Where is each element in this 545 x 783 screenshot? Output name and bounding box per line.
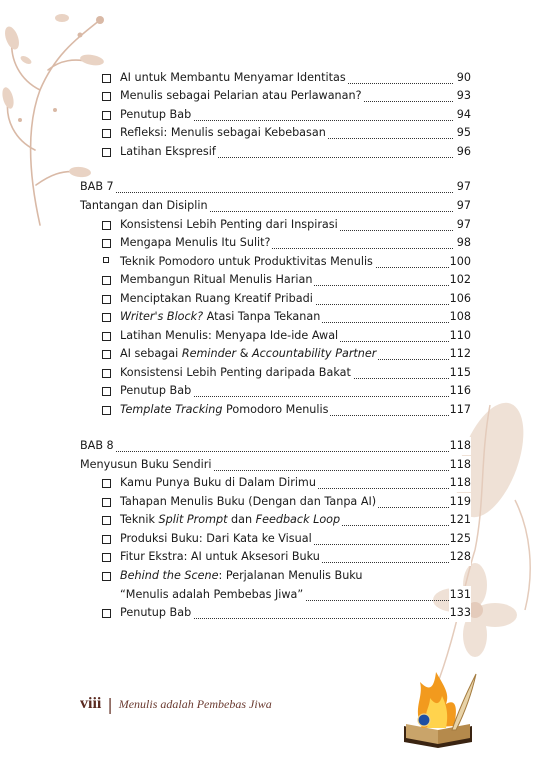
page-number-ref: 97 xyxy=(456,178,471,196)
checkbox-icon xyxy=(102,92,111,101)
title-text: Refleksi: Menulis sebagai Kebebasan xyxy=(120,126,326,139)
page-number-ref: 96 xyxy=(456,143,471,161)
toc-entry-row[interactable] xyxy=(0,586,545,604)
title-text: Penutup Bab xyxy=(120,108,192,121)
toc-entry-row[interactable] xyxy=(0,530,545,548)
page-number-ref: 100 xyxy=(449,253,471,271)
dot-leader xyxy=(80,191,453,193)
italic-text: Accountability Partner xyxy=(252,347,377,360)
toc-entry-title xyxy=(120,530,314,548)
toc-entry-title xyxy=(120,253,375,271)
toc-entry-title xyxy=(80,456,213,474)
dot-leader xyxy=(80,450,453,452)
book-title: Menulis adalah Pembebas Jiwa xyxy=(118,696,272,711)
checkbox-icon xyxy=(102,516,111,525)
title-text: AI sebagai xyxy=(120,347,182,360)
title-text: BAB 8 xyxy=(80,439,114,452)
toc-entry-row[interactable] xyxy=(0,290,545,308)
checkbox-icon xyxy=(102,295,111,304)
italic-text: Writer's Block? xyxy=(120,310,204,323)
toc-entry-title xyxy=(120,511,342,529)
toc-entry-title xyxy=(120,382,193,400)
page-number-ref: 118 xyxy=(449,437,471,455)
checkbox-icon xyxy=(102,111,111,120)
page-number-ref: 110 xyxy=(449,327,471,345)
toc-entry-row[interactable] xyxy=(0,345,545,363)
checkbox-icon xyxy=(102,350,111,359)
page-number-ref: 90 xyxy=(456,69,471,87)
toc-entry-title xyxy=(120,364,353,382)
toc-entry-row[interactable] xyxy=(0,106,545,124)
toc-entry-row[interactable] xyxy=(0,234,545,252)
checkbox-icon xyxy=(102,221,111,230)
toc-entry-title xyxy=(120,493,378,511)
toc-entry-row[interactable] xyxy=(0,548,545,566)
checkbox-icon xyxy=(102,553,111,562)
toc-entry-title xyxy=(120,401,330,419)
toc-entry-title xyxy=(120,124,328,142)
toc-entry-row[interactable] xyxy=(0,124,545,142)
page-number-ref: 118 xyxy=(449,456,471,474)
italic-text: Behind the Scene xyxy=(120,569,219,582)
page-number-ref: 128 xyxy=(449,548,471,566)
toc-entry-row[interactable] xyxy=(0,308,545,326)
title-text: Tantangan dan Disiplin xyxy=(80,199,208,212)
toc-entry-title xyxy=(120,143,218,161)
toc-entry-row[interactable] xyxy=(0,87,545,105)
page-number-ref: 106 xyxy=(449,290,471,308)
page-number-ref: 115 xyxy=(449,364,471,382)
toc-entry-title xyxy=(120,87,364,105)
checkbox-icon xyxy=(103,257,109,263)
page-number-ref: 117 xyxy=(449,401,471,419)
page-number-ref: 95 xyxy=(456,124,471,142)
toc-chapter-row[interactable] xyxy=(0,456,545,474)
checkbox-icon xyxy=(102,239,111,248)
checkbox-icon xyxy=(102,406,111,415)
checkbox-icon xyxy=(102,276,111,285)
toc-entry-row[interactable] xyxy=(0,567,545,585)
title-text: & xyxy=(236,347,252,360)
toc-entry-title xyxy=(120,271,314,289)
page-number-ref: 97 xyxy=(456,216,471,234)
toc-entry-title xyxy=(120,604,193,622)
toc-entry-row[interactable] xyxy=(0,271,545,289)
title-text: Teknik Pomodoro untuk Produktivitas Menulis xyxy=(120,255,373,268)
title-text: Menulis sebagai Pelarian atau Perlawanan? xyxy=(120,89,362,102)
title-text: AI untuk Membantu Menyamar Identitas xyxy=(120,71,346,84)
toc-entry-row[interactable] xyxy=(0,253,545,271)
italic-text: Template Tracking xyxy=(120,403,223,416)
title-text: Kamu Punya Buku di Dalam Dirimu xyxy=(120,476,316,489)
footer-separator: | xyxy=(107,694,113,714)
title-text: Menyusun Buku Sendiri xyxy=(80,458,212,471)
title-text: Menciptakan Ruang Kreatif Pribadi xyxy=(120,292,313,305)
page-number-ref: 125 xyxy=(449,530,471,548)
page-number-ref: 93 xyxy=(456,87,471,105)
page-number-ref: 108 xyxy=(449,308,471,326)
page-number-ref: 98 xyxy=(456,234,471,252)
title-text: Latihan Menulis: Menyapa Ide-ide Awal xyxy=(120,329,339,342)
toc-entry-title xyxy=(120,106,193,124)
title-text: dan xyxy=(227,513,256,526)
checkbox-icon xyxy=(102,332,111,341)
page-number-ref: 133 xyxy=(449,604,471,622)
title-text: : Perjalanan Menulis Buku xyxy=(218,569,363,582)
checkbox-icon xyxy=(102,535,111,544)
toc-entry-title xyxy=(80,197,210,215)
toc-entry-title xyxy=(120,327,340,345)
toc-entry-title xyxy=(120,474,318,492)
toc-chapter-row[interactable] xyxy=(0,197,545,215)
toc-entry-title xyxy=(120,308,322,326)
title-text: Mengapa Menulis Itu Sulit? xyxy=(120,236,271,249)
toc-entry-title xyxy=(120,69,348,87)
toc-entry-row[interactable] xyxy=(0,474,545,492)
page-number-ref: 118 xyxy=(449,474,471,492)
page-number-ref: 94 xyxy=(456,106,471,124)
checkbox-icon xyxy=(102,313,111,322)
title-text: Membangun Ritual Menulis Harian xyxy=(120,273,313,286)
checkbox-icon xyxy=(102,479,111,488)
title-text: Atasi Tanpa Tekanan xyxy=(203,310,321,323)
toc-entry-title xyxy=(80,437,116,455)
checkbox-icon xyxy=(102,369,111,378)
checkbox-icon xyxy=(102,572,111,581)
checkbox-icon xyxy=(102,129,111,138)
title-text: Penutup Bab xyxy=(120,606,192,619)
page-number-ref: 97 xyxy=(456,197,471,215)
checkbox-icon xyxy=(102,148,111,157)
toc-entry-row[interactable] xyxy=(0,69,545,87)
title-text: Teknik xyxy=(120,513,159,526)
title-text: Konsistensi Lebih Penting daripada Bakat xyxy=(120,366,351,379)
toc-entry-row[interactable] xyxy=(0,327,545,345)
checkbox-icon xyxy=(102,609,111,618)
toc-entry-row[interactable] xyxy=(0,364,545,382)
toc-entry-row[interactable] xyxy=(0,401,545,419)
title-text: Latihan Ekspresif xyxy=(120,145,216,158)
page-footer xyxy=(80,694,272,714)
page-number-ref: 119 xyxy=(449,493,471,511)
toc-entry-row[interactable] xyxy=(0,216,545,234)
toc-entry-title xyxy=(120,567,365,585)
toc-entry-row[interactable] xyxy=(0,511,545,529)
title-text: “Menulis adalah Pembebas Jiwa” xyxy=(120,588,304,601)
title-text: Fitur Ekstra: AI untuk Aksesori Buku xyxy=(120,550,320,563)
toc-entry-title xyxy=(120,586,305,604)
title-text: Konsistensi Lebih Penting dari Inspirasi xyxy=(120,218,338,231)
toc-entry-title xyxy=(120,548,322,566)
toc-chapter-row[interactable] xyxy=(0,437,545,455)
title-text: Pomodoro Menulis xyxy=(222,403,329,416)
checkbox-icon xyxy=(102,387,111,396)
italic-text: Split Prompt xyxy=(158,513,228,526)
italic-text: Reminder xyxy=(181,347,237,360)
page-number-ref: 112 xyxy=(449,345,471,363)
title-text: Penutup Bab xyxy=(120,384,192,397)
toc-entry-row[interactable] xyxy=(0,382,545,400)
toc-entry-title xyxy=(120,290,315,308)
toc-entry-title xyxy=(120,234,272,252)
italic-text: Feedback Loop xyxy=(255,513,341,526)
toc-chapter-row[interactable] xyxy=(0,178,545,196)
page-number-ref: 102 xyxy=(449,271,471,289)
toc-entry-title xyxy=(80,178,116,196)
page-number-ref: 121 xyxy=(449,511,471,529)
toc-entry-title xyxy=(120,345,378,363)
toc-entry-row[interactable] xyxy=(0,493,545,511)
page-number: viii xyxy=(80,695,102,712)
page-number-ref: 116 xyxy=(449,382,471,400)
toc-entry-title xyxy=(120,216,340,234)
page-number-ref: 131 xyxy=(449,586,471,604)
title-text: Tahapan Menulis Buku (Dengan dan Tanpa AI) xyxy=(120,495,377,508)
toc-entry-row[interactable] xyxy=(0,143,545,161)
checkbox-icon xyxy=(102,74,111,83)
checkbox-icon xyxy=(102,498,111,507)
title-text: Produksi Buku: Dari Kata ke Visual xyxy=(120,532,312,545)
toc-entry-row[interactable] xyxy=(0,604,545,622)
title-text: BAB 7 xyxy=(80,180,114,193)
